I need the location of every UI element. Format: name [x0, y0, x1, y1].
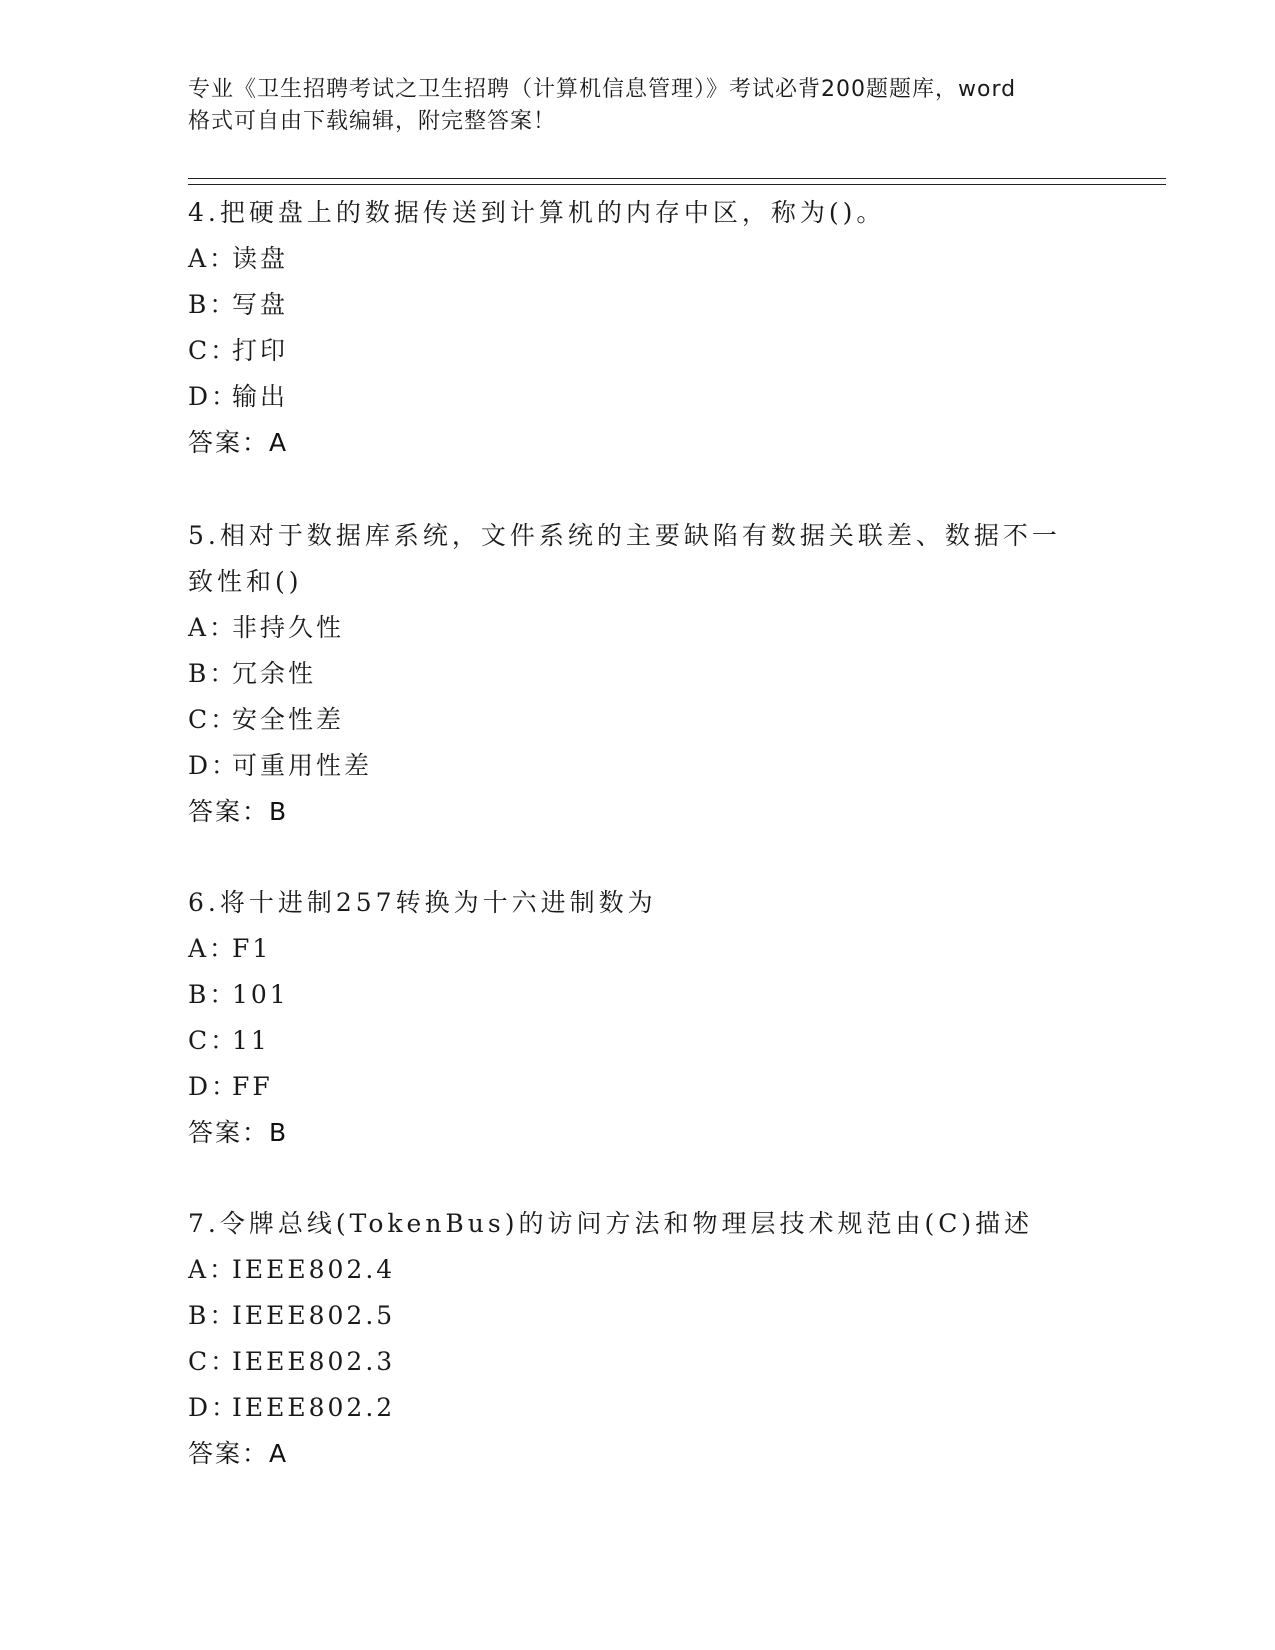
option-d — [188, 743, 1088, 789]
option-letter: C： — [188, 336, 239, 365]
header-line-2: 格式可自由下载编辑，附完整答案！ — [188, 109, 557, 134]
option-c — [188, 1339, 1088, 1385]
answer-line: 答案：B — [188, 1118, 289, 1147]
option-letter: C： — [188, 705, 239, 734]
option-text: 读盘 — [232, 244, 289, 273]
option-text: IEEE802.3 — [232, 1347, 396, 1376]
option-letter: D： — [188, 382, 240, 411]
option-c — [188, 328, 1088, 374]
option-d — [188, 1385, 1088, 1431]
question-stem: 4.把硬盘上的数据传送到计算机的内存中区，称为()。 — [188, 198, 886, 227]
option-text: 非持久性 — [232, 613, 345, 642]
option-text: 101 — [232, 980, 289, 1009]
option-b — [188, 1293, 1088, 1339]
option-text: 可重用性差 — [232, 751, 373, 780]
document-header — [188, 74, 1088, 138]
option-text: 输出 — [232, 382, 289, 411]
option-text: FF — [232, 1072, 273, 1101]
option-c — [188, 1018, 1088, 1064]
option-text: 写盘 — [232, 290, 289, 319]
option-text: IEEE802.4 — [232, 1255, 396, 1284]
question-stem: 5.相对于数据库系统，文件系统的主要缺陷有数据关联差、数据不一 — [188, 521, 1061, 550]
option-b — [188, 972, 1088, 1018]
option-text: 11 — [232, 1026, 270, 1055]
question-4 — [188, 190, 1088, 466]
option-letter: C： — [188, 1026, 239, 1055]
option-letter: D： — [188, 1072, 240, 1101]
option-d — [188, 1064, 1088, 1110]
question-6 — [188, 880, 1088, 1156]
option-text: IEEE802.5 — [232, 1301, 396, 1330]
option-text: 打印 — [232, 336, 289, 365]
option-b — [188, 651, 1088, 697]
option-a — [188, 236, 1088, 282]
option-letter: D： — [188, 1393, 240, 1422]
option-letter: D： — [188, 751, 240, 780]
question-stem: 6.将十进制257转换为十六进制数为 — [188, 888, 657, 917]
answer-line: 答案：B — [188, 797, 289, 826]
header-divider-top — [188, 178, 1166, 179]
option-a — [188, 605, 1088, 651]
option-text: IEEE802.2 — [232, 1393, 396, 1422]
option-letter: C： — [188, 1347, 239, 1376]
question-7 — [188, 1201, 1088, 1477]
option-letter: A： — [188, 613, 238, 642]
option-letter: B： — [188, 980, 238, 1009]
answer-line: 答案：A — [188, 428, 289, 457]
option-b — [188, 282, 1088, 328]
option-letter: B： — [188, 1301, 238, 1330]
option-text: 冗余性 — [232, 659, 317, 688]
answer-line: 答案：A — [188, 1439, 289, 1468]
question-stem-continued: 致性和() — [188, 567, 303, 596]
option-text: 安全性差 — [232, 705, 345, 734]
option-letter: B： — [188, 659, 238, 688]
option-letter: A： — [188, 934, 238, 963]
header-divider-bottom — [188, 184, 1166, 185]
question-5 — [188, 513, 1088, 835]
option-letter: A： — [188, 244, 238, 273]
option-letter: B： — [188, 290, 238, 319]
option-d — [188, 374, 1088, 420]
option-a — [188, 926, 1088, 972]
header-line-1: 专业《卫生招聘考试之卫生招聘（计算机信息管理）》考试必背200题题库，word — [188, 77, 1017, 102]
option-text: F1 — [232, 934, 272, 963]
option-a — [188, 1247, 1088, 1293]
question-stem: 7.令牌总线(TokenBus)的访问方法和物理层技术规范由(C)描述 — [188, 1209, 1034, 1238]
option-letter: A： — [188, 1255, 238, 1284]
option-c — [188, 697, 1088, 743]
